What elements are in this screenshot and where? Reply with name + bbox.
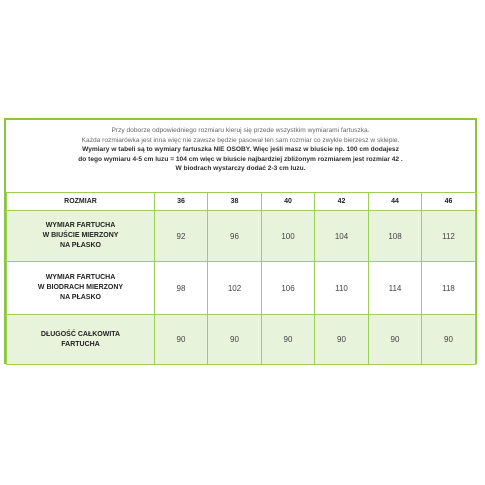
size-guide-intro [6, 126, 475, 174]
table-cell: 104 [315, 211, 369, 262]
table-cell: 96 [208, 211, 262, 262]
size-table [6, 192, 476, 365]
table-cell: 106 [262, 262, 315, 315]
size-header-cell: 46 [422, 193, 476, 211]
table-cell: 90 [155, 315, 208, 365]
table-cell: 110 [315, 262, 369, 315]
size-header-cell: 44 [369, 193, 422, 211]
row-label [7, 211, 155, 262]
size-header-label: ROZMIAR [7, 193, 155, 211]
intro-line-4: do tego wymiaru 4-5 cm luzu = 104 cm więc w biuście najbardziej zbliżonym rozmiarem jest rozmiar 42 . [78, 155, 403, 163]
intro-line-5: W biodrach wystarczy dodać 2-3 cm luzu. [175, 165, 306, 173]
intro-line-2: Każda rozmiarówka jest inna więc nie zawsze będzie pasował ten sam rozmiar co zwykle bierzesz w sklepie. [81, 136, 400, 144]
table-cell: 90 [315, 315, 369, 365]
table-row-hips [7, 262, 476, 315]
row-label-line: WYMIAR FARTUCHA [45, 222, 116, 229]
size-chart-panel [4, 118, 477, 364]
row-label-line: DŁUGOŚĆ CAŁKOWITA [40, 330, 121, 338]
table-cell: 90 [262, 315, 315, 365]
row-label-line: FARTUCHA [61, 340, 100, 348]
table-row-length [7, 315, 476, 365]
size-header-cell: 36 [155, 193, 208, 211]
table-cell: 92 [155, 211, 208, 262]
table-cell: 100 [262, 211, 315, 262]
size-header-cell: 42 [315, 193, 369, 211]
row-label [7, 315, 155, 365]
size-header-cell: 38 [208, 193, 262, 211]
table-cell: 118 [422, 262, 476, 315]
size-header-row [7, 193, 476, 211]
row-label-line: WYMIAR FARTUCHA [45, 274, 116, 281]
row-label-line: W BIUŚCIE MIERZONY [42, 232, 119, 239]
row-label-line: W BIODRACH MIERZONY [37, 284, 124, 291]
table-cell: 102 [208, 262, 262, 315]
table-cell: 98 [155, 262, 208, 315]
table-row-bust [7, 211, 476, 262]
row-label [7, 262, 155, 315]
intro-line-1: Przy doborze odpowiedniego rozmiaru kieruj się przede wszystkim wymiarami fartuszka. [111, 127, 370, 134]
table-cell: 114 [369, 262, 422, 315]
size-header-cell: 40 [262, 193, 315, 211]
row-label-line: NA PŁASKO [60, 242, 101, 249]
row-label-line: NA PŁASKO [60, 294, 101, 301]
table-cell: 90 [208, 315, 262, 365]
intro-line-3: Wymiary w tabeli są to wymiary fartuszka NIE OSOBY. Więc jeśli masz w biuście np. 100 cm dodajesz [82, 146, 399, 154]
table-cell: 108 [369, 211, 422, 262]
table-cell: 90 [422, 315, 476, 365]
table-cell: 90 [369, 315, 422, 365]
table-cell: 112 [422, 211, 476, 262]
